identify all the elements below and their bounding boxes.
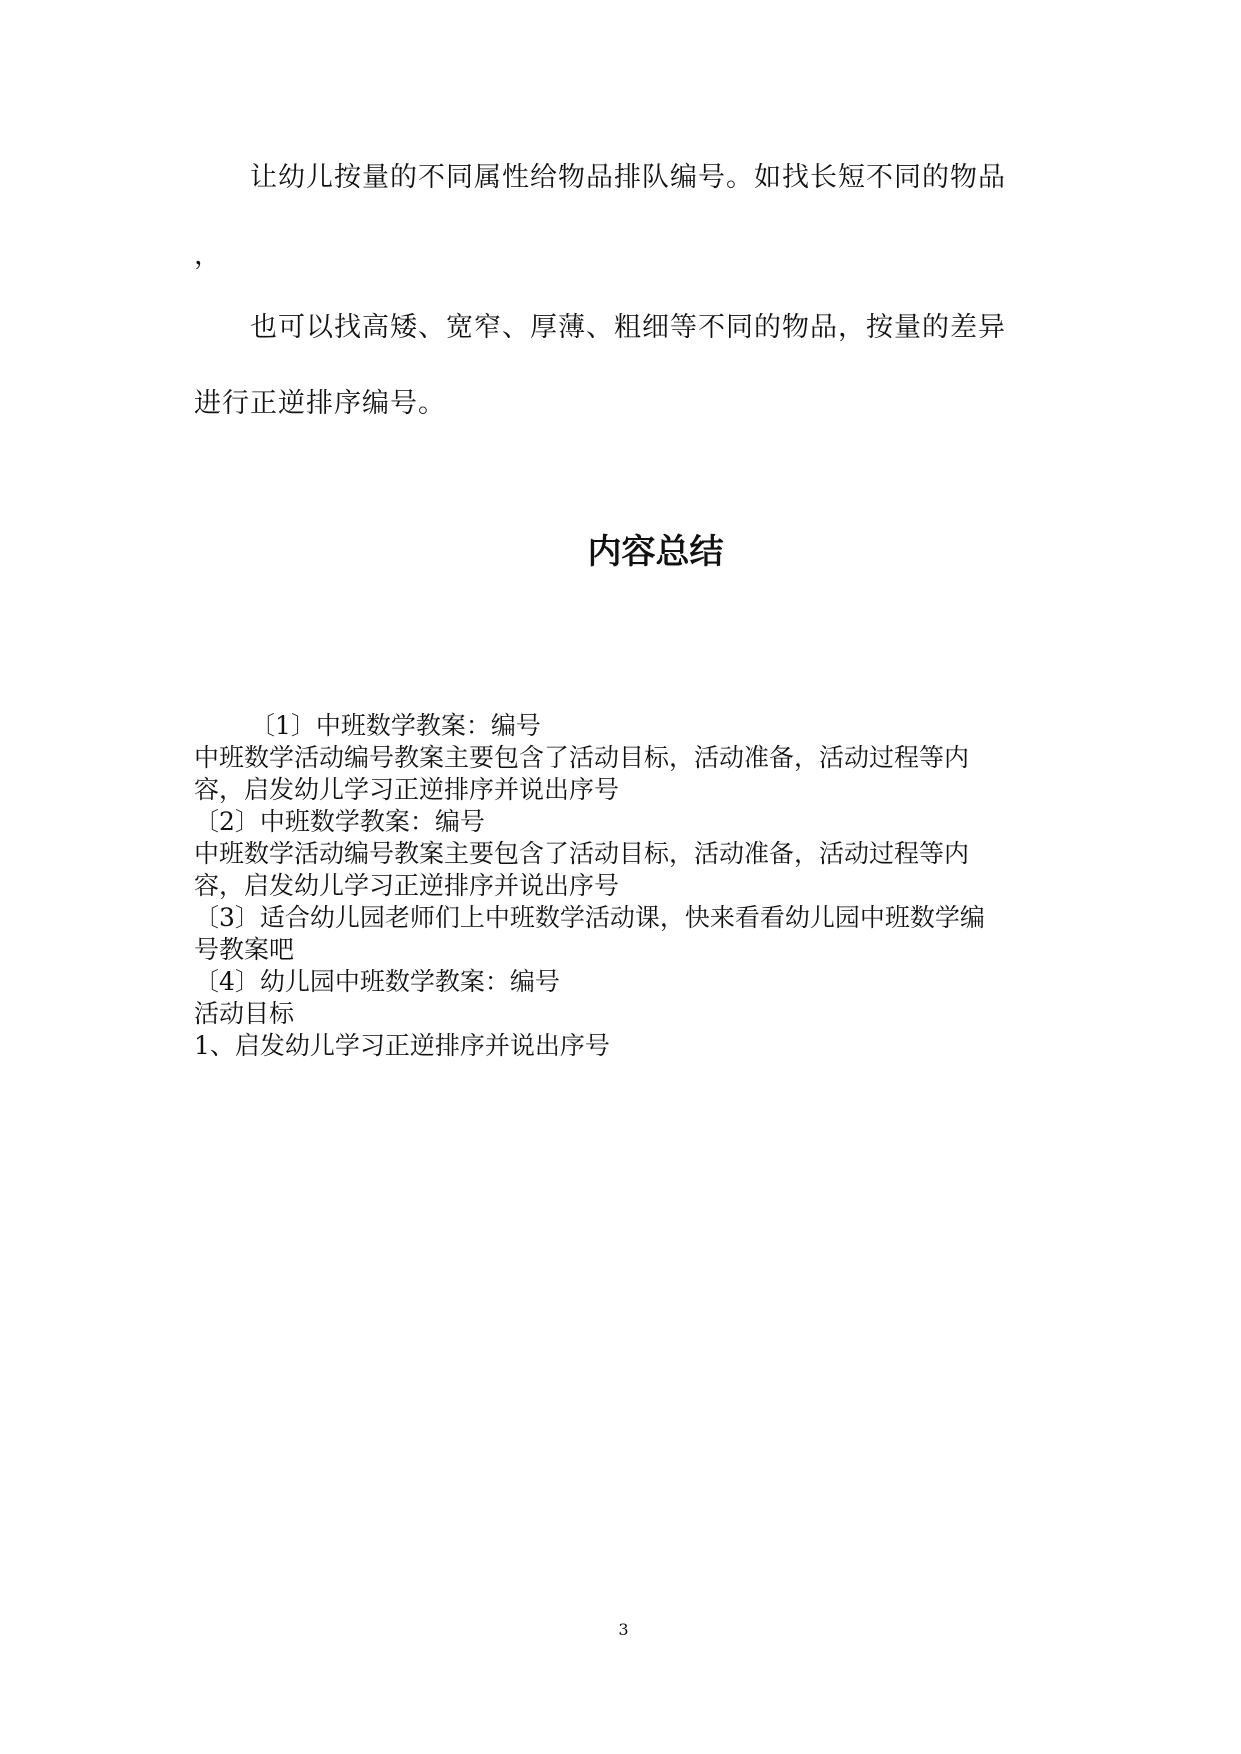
- summary-line: 活动目标: [194, 999, 295, 1028]
- paragraph-1-line-2: ，: [194, 240, 222, 271]
- summary-line: 〔4〕幼儿园中班数学教案：编号: [194, 967, 560, 996]
- section-heading: 内容总结: [587, 532, 724, 572]
- summary-line: 〔3〕适合幼儿园老师们上中班数学活动课，快来看看幼儿园中班数学编: [194, 903, 985, 932]
- page-number: 3: [618, 1620, 629, 1639]
- summary-line: 中班数学活动编号教案主要包含了活动目标，活动准备，活动过程等内: [194, 839, 970, 868]
- paragraph-2-line-2: 进行正逆排序编号。: [194, 388, 446, 419]
- summary-line: 容，启发幼儿学习正逆排序并说出序号: [194, 775, 620, 804]
- paragraph-2-line-1: 也可以找高矮、宽窄、厚薄、粗细等不同的物品，按量的差异: [250, 312, 1006, 343]
- summary-line: 〔2〕中班数学教案：编号: [194, 807, 485, 836]
- summary-line: 1、启发幼儿学习正逆排序并说出序号: [194, 1031, 610, 1060]
- summary-block: [194, 710, 1074, 1062]
- summary-line: 容，启发幼儿学习正逆排序并说出序号: [194, 871, 620, 900]
- paragraph-1-line-1: 让幼儿按量的不同属性给物品排队编号。如找长短不同的物品: [250, 162, 1006, 193]
- summary-line: 〔1〕中班数学教案：编号: [250, 711, 541, 740]
- summary-line: 中班数学活动编号教案主要包含了活动目标，活动准备，活动过程等内: [194, 743, 970, 772]
- summary-line: 号教案吧: [194, 935, 295, 964]
